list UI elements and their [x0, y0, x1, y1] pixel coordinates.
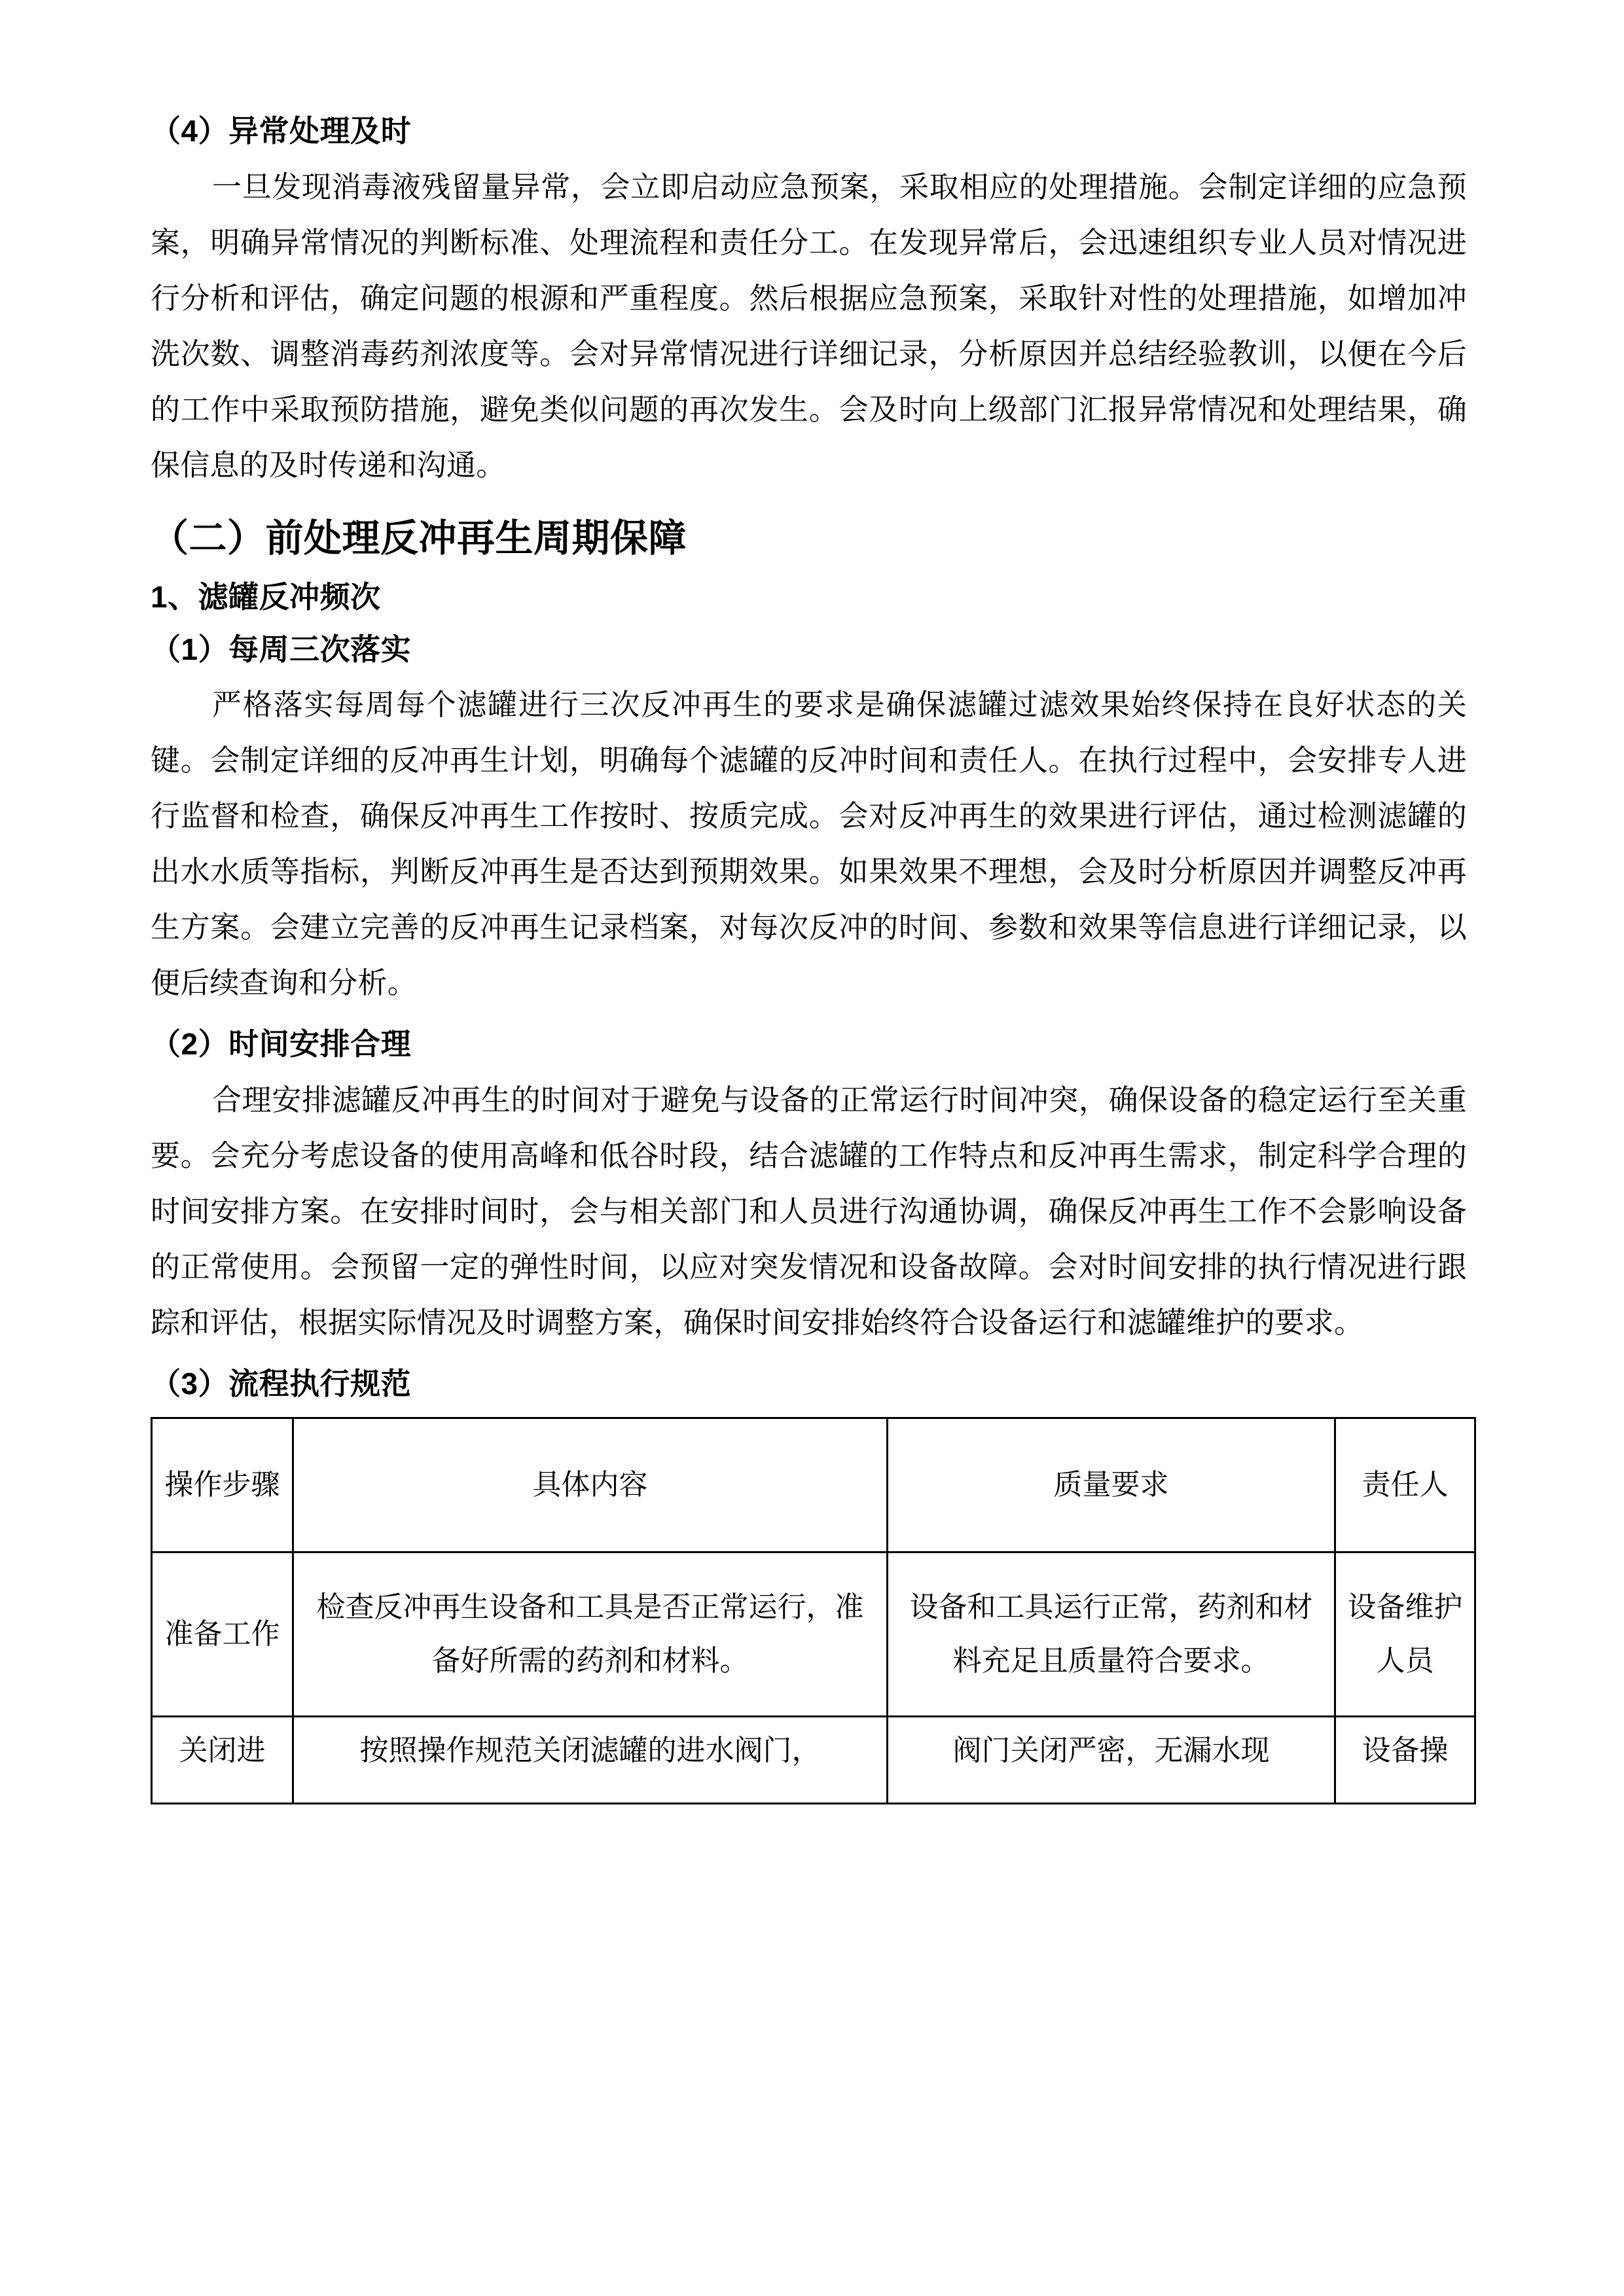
paragraph-abnormal-handling: 一旦发现消毒液残留量异常，会立即启动应急预案，采取相应的处理措施。会制定详细的应急预案，明确异常情况的判断标准、处理流程和责任分工。在发现异常后，会迅速组织专业人员对情况进行分析和评估，确定问题的根源和严重程度。然后根据应急预案，采取针对性的处理措施，如增加冲洗次数、调整消毒药剂浓度等。会对异常情况进行详细记录，分析原因并总结经验教训，以便在今后的工作中采取预防措施，避免类似问题的再次发生。会及时向上级部门汇报异常情况和处理结果，确保信息的及时传递和沟通。 — [151, 170, 1467, 482]
cell-step: 准备工作 — [152, 1552, 293, 1717]
column-header-content: 具体内容 — [293, 1418, 888, 1552]
cell-owner: 设备维护人员 — [1335, 1552, 1475, 1717]
cell-owner: 设备操 — [1335, 1717, 1475, 1804]
cell-content: 按照操作规范关闭滤罐的进水阀门， — [293, 1717, 888, 1804]
heading-process-execution-spec: （3）流程执行规范 — [151, 1366, 412, 1401]
cell-content: 检查反冲再生设备和工具是否正常运行，准备好所需的药剂和材料。 — [293, 1552, 888, 1717]
heading-section-two: （二）前处理反冲再生周期保障 — [151, 516, 687, 560]
process-execution-table — [151, 1417, 1476, 1804]
page-content — [151, 113, 1467, 1804]
table-row — [152, 1717, 1475, 1804]
heading-three-times-weekly: （1）每周三次落实 — [151, 632, 412, 666]
column-header-step: 操作步骤 — [152, 1418, 293, 1552]
column-header-quality: 质量要求 — [888, 1418, 1335, 1552]
paragraph-reasonable-scheduling: 合理安排滤罐反冲再生的时间对于避免与设备的正常运行时间冲突，确保设备的稳定运行至关重要。会充分考虑设备的使用高峰和低谷时段，结合滤罐的工作特点和反冲再生需求，制定科学合理的时间安排方案。在安排时间时，会与相关部门和人员进行沟通协调，确保反冲再生工作不会影响设备的正常使用。会预留一定的弹性时间，以应对突发情况和设备故障。会对时间安排的执行情况进行跟踪和评估，根据实际情况及时调整方案，确保时间安排始终符合设备运行和滤罐维护的要求。 — [151, 1083, 1467, 1339]
heading-abnormal-handling: （4）异常处理及时 — [151, 114, 412, 148]
table-row — [152, 1552, 1475, 1717]
cell-quality: 阀门关闭严密，无漏水现 — [888, 1717, 1335, 1804]
cell-quality: 设备和工具运行正常，药剂和材料充足且质量符合要求。 — [888, 1552, 1335, 1717]
table-header-row — [152, 1418, 1475, 1552]
paragraph-three-times-weekly: 严格落实每周每个滤罐进行三次反冲再生的要求是确保滤罐过滤效果始终保持在良好状态的关键。会制定详细的反冲再生计划，明确每个滤罐的反冲时间和责任人。在执行过程中，会安排专人进行监督和检查，确保反冲再生工作按时、按质完成。会对反冲再生的效果进行评估，通过检测滤罐的出水水质等指标，判断反冲再生是否达到预期效果。如果效果不理想，会及时分析原因并调整反冲再生方案。会建立完善的反冲再生记录档案，对每次反冲的时间、参数和效果等信息进行详细记录，以便后续查询和分析。 — [151, 689, 1467, 1000]
heading-filter-backwash-frequency: 1、滤罐反冲频次 — [151, 580, 381, 615]
cell-step: 关闭进 — [152, 1717, 293, 1804]
column-header-owner: 责任人 — [1335, 1418, 1475, 1552]
heading-reasonable-scheduling: （2）时间安排合理 — [151, 1027, 412, 1062]
